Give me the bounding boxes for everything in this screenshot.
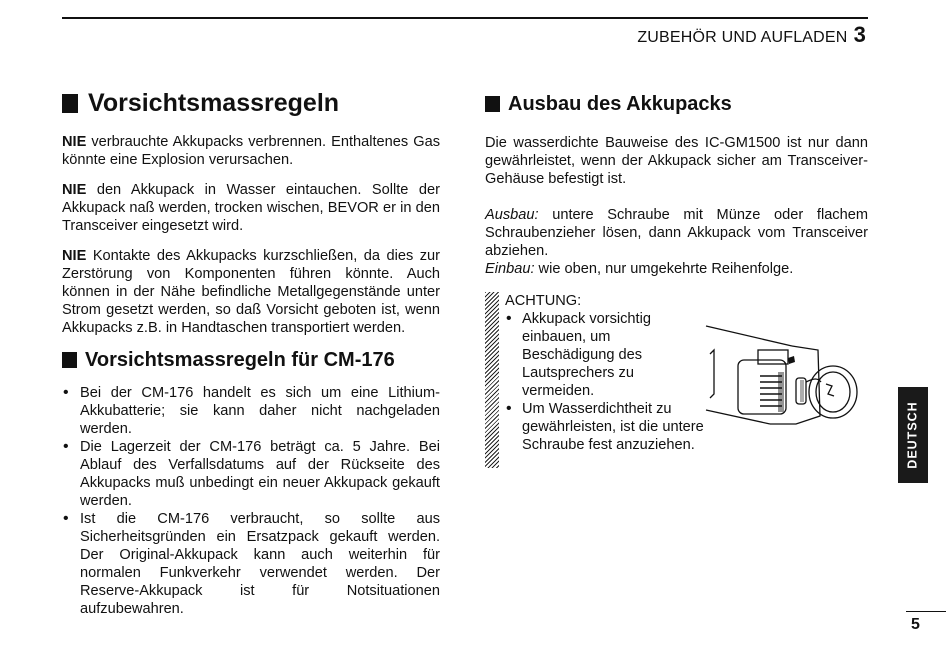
- removal-instructions: [485, 206, 868, 260]
- page-header: [637, 22, 866, 48]
- language-tab-label: DEUTSCH: [906, 401, 921, 469]
- removal-label: Ausbau:: [485, 207, 539, 223]
- precaution-paragraph-3: [62, 247, 440, 337]
- section-heading-cm176: [62, 348, 440, 372]
- removal-intro: Die wasserdichte Bauweise des IC-GM1500 ist nur dann gewährleistet, wenn der Akkupack sicher am Transceiver-Gehäuse befestigt ist.: [485, 135, 868, 187]
- lead-word: NIE: [62, 134, 87, 150]
- list-item: • Um Wasserdichtheit zu gewährleisten, ist die untere Schraube fest anzuziehen.: [505, 400, 705, 454]
- install-label: Einbau:: [485, 261, 535, 277]
- top-rule: [62, 17, 868, 19]
- caution-title: ACHTUNG:: [505, 293, 582, 309]
- page-number: 5: [911, 616, 920, 633]
- caution-hatch-bar: [485, 292, 499, 468]
- install-text: wie oben, nur umgekehrte Reihenfolge.: [534, 261, 794, 277]
- heading-text: Vorsichtsmassregeln für CM-176: [85, 349, 395, 371]
- paragraph-text: Kontakte des Akkupacks kurzschließen, da dies zur Zerstörung von Komponenten führen könnte. Auch können in der Nähe befindliche Metallgegenstände unter Strom gesetzt werden, so daß Vorsicht geboten ist, wenn Akkupacks z.B. in Handtaschen transportiert werden.: [62, 248, 440, 336]
- section-heading-precautions: [62, 88, 440, 118]
- precaution-paragraph-2: [62, 181, 440, 235]
- caution-list: [505, 310, 705, 454]
- heading-square-marker: [62, 352, 77, 368]
- heading-text: Ausbau des Akkupacks: [508, 93, 732, 115]
- lead-word: NIE: [62, 248, 87, 264]
- list-item: • Bei der CM-176 handelt es sich um eine Lithium-Akkubatterie; sie kann daher nicht nachgeladen werden.: [62, 384, 440, 438]
- caution-box: [485, 292, 705, 454]
- right-column: [485, 92, 868, 278]
- install-instructions: [485, 260, 868, 278]
- page-number-rule: [906, 611, 946, 612]
- removal-text: untere Schraube mit Münze oder flachem Schraubenzieher lösen, dann Akkupack vom Transceiver abziehen.: [485, 207, 868, 259]
- paragraph-text: den Akkupack in Wasser eintauchen. Sollte der Akkupack naß werden, trocken wischen, BEVOR er in den Transceiver eingesetzt wird.: [62, 182, 440, 234]
- precaution-paragraph-1: [62, 133, 440, 169]
- header-title: ZUBEHÖR UND AUFLADEN: [637, 29, 848, 46]
- language-tab: [898, 387, 928, 483]
- transceiver-illustration-icon: [700, 320, 870, 435]
- heading-text: Vorsichtsmassregeln: [88, 89, 340, 117]
- left-column: [62, 88, 440, 618]
- chapter-number: 3: [853, 22, 866, 47]
- heading-square-marker: [62, 94, 78, 113]
- section-heading-removal: [485, 92, 868, 116]
- list-item: • Die Lagerzeit der CM-176 beträgt ca. 5 Jahre. Bei Ablauf des Verfallsdatums auf der Rückseite des Akkupacks muß unbedingt ein neuer Akkupack gekauft werden.: [62, 438, 440, 510]
- lead-word: NIE: [62, 182, 87, 198]
- cm176-bullet-list: [62, 384, 440, 618]
- paragraph-text: verbrauchte Akkupacks verbrennen. Enthaltenes Gas könnte eine Explosion verursachen.: [62, 134, 440, 168]
- heading-square-marker: [485, 96, 500, 112]
- list-item: • Akkupack vorsichtig einbauen, um Beschädigung des Lautsprechers zu vermeiden.: [505, 310, 705, 400]
- list-item: • Ist die CM-176 verbraucht, so sollte aus Sicherheitsgründen ein Ersatzpack gekauft werden. Der Original-Akkupack kann auch weiterhin für normalen Funkverkehr verwendet werden. Der Reserve-Akkupack ist für Notsituationen aufzubewahren.: [62, 510, 440, 618]
